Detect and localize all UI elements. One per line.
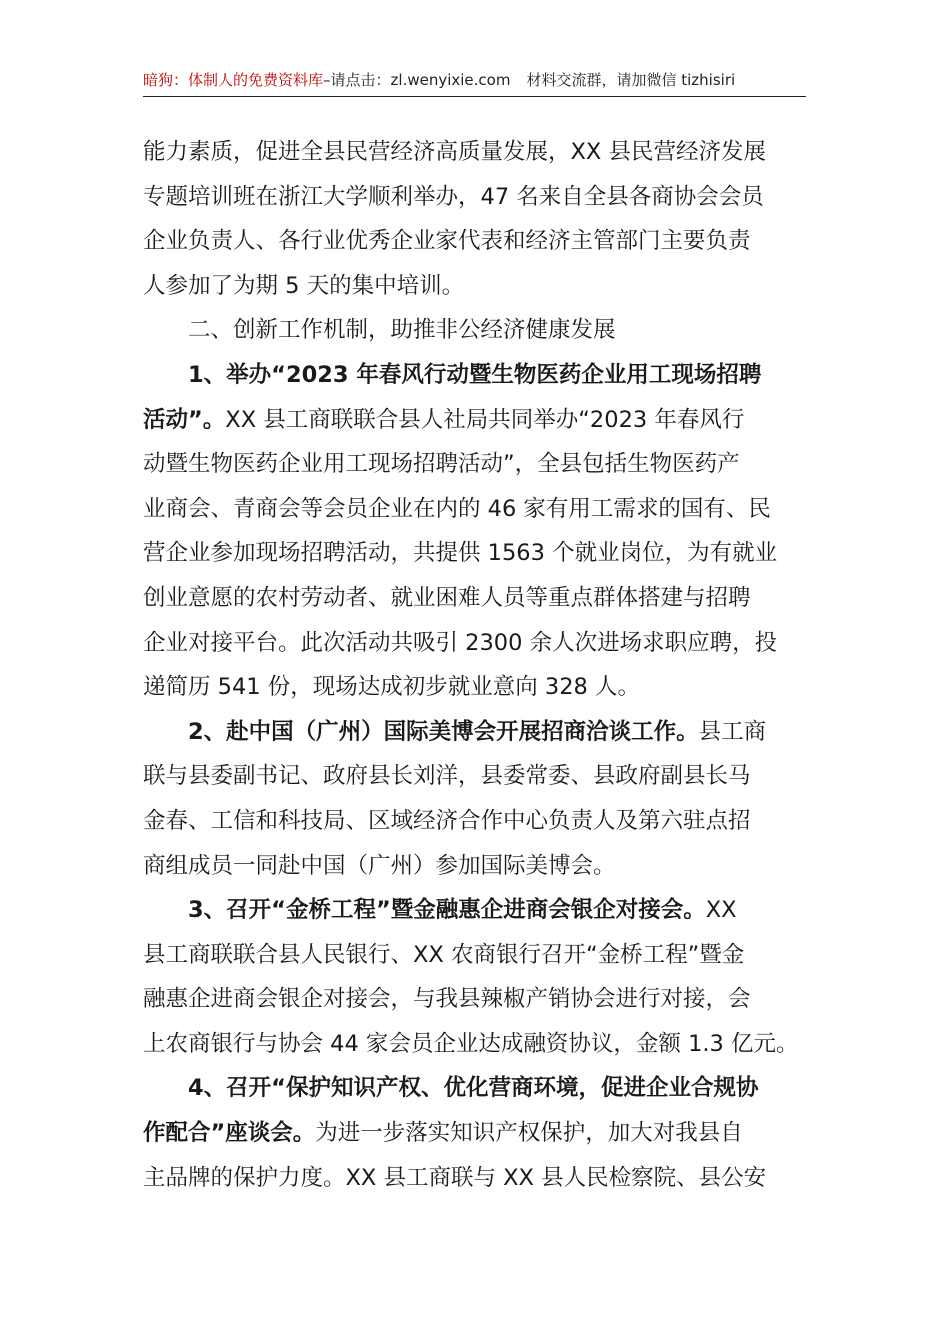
item2-line bbox=[143, 710, 808, 755]
item3-line bbox=[143, 888, 808, 933]
body-line: 联与县委副书记、政府县长刘洋，县委常委、县政府副县长马 bbox=[143, 763, 751, 790]
header-url-link[interactable]: zl.wenyixie.com bbox=[390, 71, 511, 89]
header-site-name: 暗狗：体制人的免费资料库 bbox=[143, 71, 324, 89]
item3-title: 3、召开“金桥工程”暨金融惠企进商会银企对接会。 bbox=[188, 897, 706, 924]
document-body bbox=[143, 130, 808, 1200]
body-line: 营企业参加现场招聘活动，共提供 1563 个就业岗位，为有就业 bbox=[143, 540, 778, 567]
item1-line bbox=[143, 398, 808, 443]
item4-title-end: 作配合”座谈会。 bbox=[143, 1120, 316, 1147]
body-line: 企业对接平台。此次活动共吸引 2300 余人次进场求职应聘，投 bbox=[143, 629, 778, 656]
item4-line bbox=[143, 1111, 808, 1156]
item4-title: 4、召开“保护知识产权、优化营商环境，促进企业合规协 bbox=[188, 1075, 759, 1102]
body-line: 人参加了为期 5 天的集中培训。 bbox=[143, 272, 465, 299]
section-heading: 二、创新工作机制，助推非公经济健康发展 bbox=[188, 317, 616, 344]
item1-text-start: XX 县工商联联合县人社局共同举办“2023 年春风行 bbox=[225, 406, 745, 433]
item2-title: 2、赴中国（广州）国际美博会开展招商洽谈工作。 bbox=[188, 718, 699, 745]
body-line: 递简历 541 份，现场达成初步就业意向 328 人。 bbox=[143, 674, 641, 701]
item1-title-end: 活动”。 bbox=[143, 406, 226, 433]
item3-text-start: XX bbox=[705, 897, 737, 924]
item4-text-start: 为进一步落实知识产权保护，加大对我县自 bbox=[315, 1120, 743, 1147]
body-line: 专题培训班在浙江大学顺利举办，47 名来自全县各商协会会员 bbox=[143, 183, 764, 210]
body-line: 动暨生物医药企业用工现场招聘活动”，全县包括生物医药产 bbox=[143, 451, 740, 478]
body-line: 主品牌的保护力度。XX 县工商联与 XX 县人民检察院、县公安 bbox=[143, 1164, 767, 1191]
body-line: 商组成员一同赴中国（广州）参加国际美博会。 bbox=[143, 852, 616, 879]
item2-text-start: 县工商 bbox=[698, 718, 767, 745]
body-line: 企业负责人、各行业优秀企业家代表和经济主管部门主要负责 bbox=[143, 228, 751, 255]
header-contact: 材料交流群，请加微信 tizhisiri bbox=[526, 71, 736, 89]
body-line: 金春、工信和科技局、区域经济合作中心负责人及第六驻点招 bbox=[143, 807, 751, 834]
body-line: 上农商银行与协会 44 家会员企业达成融资协议，金额 1.3 亿元。 bbox=[143, 1030, 799, 1057]
body-line: 创业意愿的农村劳动者、就业困难人员等重点群体搭建与招聘 bbox=[143, 584, 751, 611]
header-click-prompt: –请点击： bbox=[323, 71, 391, 89]
item1-title: 1、举办“2023 年春风行动暨生物医药企业用工现场招聘 bbox=[188, 361, 762, 388]
body-line: 融惠企进商会银企对接会，与我县辣椒产销协会进行对接，会 bbox=[143, 986, 751, 1013]
body-line: 业商会、青商会等会员企业在内的 46 家有用工需求的国有、民 bbox=[143, 495, 771, 522]
page-header bbox=[143, 66, 806, 97]
body-line: 能力素质，促进全县民营经济高质量发展，XX 县民营经济发展 bbox=[143, 139, 766, 165]
body-line: 县工商联联合县人民银行、XX 农商银行召开“金桥工程”暨金 bbox=[143, 941, 745, 968]
